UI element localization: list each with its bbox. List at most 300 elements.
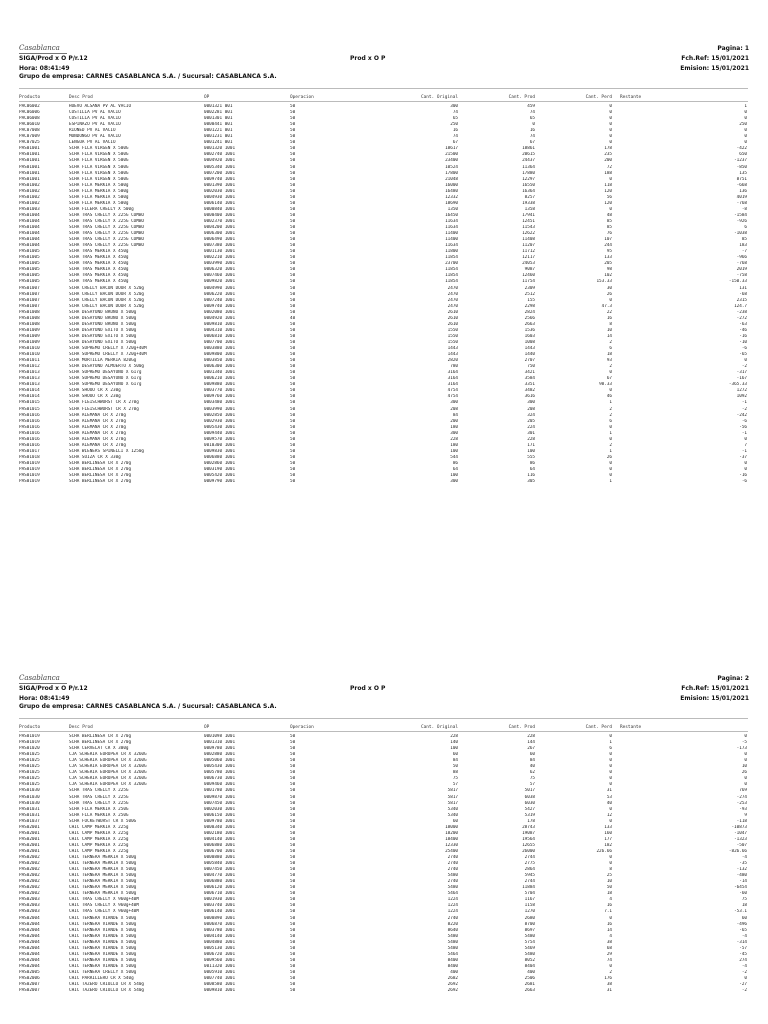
restante-cell: -93 — [739, 806, 747, 812]
restante-cell: 136 — [739, 188, 747, 194]
cant-perd-cell: 0 — [609, 128, 612, 134]
desc-prod-cell: SCHA FOCKETWURST CR X 500G — [69, 818, 137, 824]
cant-prod-cell: 1167 — [524, 897, 535, 903]
cant-original-cell: 2682 — [447, 976, 458, 981]
operacion-cell: 50 — [290, 303, 296, 309]
cant-prod-cell: 1443 — [524, 346, 535, 351]
cant-prod-cell: 5945 — [524, 873, 535, 879]
desc-prod-cell: RIONED PV AL VACIO — [69, 128, 116, 134]
op-cell: 0004880 1001 — [204, 939, 236, 945]
cant-original-cell: 11400 — [445, 237, 458, 243]
cant-original-cell: 11854 — [445, 279, 458, 285]
producto-cell: PAS01030 — [19, 788, 40, 794]
producto-cell: PAS01019 — [19, 740, 40, 746]
cant-original-cell: 5480 — [447, 885, 458, 891]
col-desc-prod: Desc Prod — [69, 725, 93, 730]
cant-original-cell: 2470 — [447, 297, 458, 303]
producto-cell: PAS02004 — [19, 921, 40, 927]
operacion-cell: 50 — [290, 430, 296, 436]
op-cell: 0002860 1001 — [204, 460, 236, 466]
column-rule — [19, 731, 748, 732]
op-cell: 0006700 1001 — [204, 848, 236, 854]
producto-cell: PAC06008 — [19, 116, 40, 122]
table-row — [0, 988, 768, 994]
operacion-cell: 50 — [290, 406, 296, 412]
cant-original-cell: 60 — [452, 752, 458, 758]
cant-original-cell: 11400 — [445, 231, 458, 237]
op-cell: 0002030 1001 — [204, 806, 236, 812]
restante-cell: 0 — [744, 140, 747, 146]
cant-original-cell: 75 — [452, 776, 458, 782]
operacion-cell: 50 — [290, 291, 296, 297]
producto-cell: PAS01004 — [19, 231, 40, 237]
operacion-cell: 50 — [290, 812, 296, 818]
cant-perd-cell: 6 — [609, 418, 612, 424]
cant-original-cell: 1350 — [447, 206, 458, 212]
cant-perd-cell: 4 — [609, 897, 612, 903]
cant-perd-cell: 95 — [606, 249, 612, 255]
desc-prod-cell: SCHA TRAS MERKIA X 450g — [69, 255, 129, 261]
desc-prod-cell: COSTILLA PV AL VACIO — [69, 110, 121, 116]
report-time: Hora: 08:41:49 — [19, 695, 70, 702]
cant-original-cell: 5480 — [447, 945, 458, 951]
cant-prod-cell: 750 — [527, 364, 535, 370]
restante-cell: -272 — [736, 315, 747, 321]
cant-original-cell: 5480 — [447, 873, 458, 879]
cant-original-cell: 84 — [452, 412, 458, 418]
cant-prod-cell: 300 — [527, 400, 535, 406]
cant-perd-cell: 46 — [606, 394, 612, 400]
restante-cell: -46 — [739, 327, 747, 333]
producto-cell: PAS01008 — [19, 309, 40, 315]
cant-prod-cell: 24053 — [522, 261, 535, 267]
desc-prod-cell: SCHA DESAYUNO BRUNO X 500g — [69, 309, 137, 315]
operacion-cell: 50 — [290, 418, 296, 424]
desc-prod-cell: SCHA TRAS CRELLY X 225G COMBO — [69, 231, 145, 237]
op-cell: 0005840 1001 — [204, 861, 236, 867]
desc-prod-cell: SCHA ALEMANA CR X 270g — [69, 424, 126, 430]
cant-perd-cell: 4 — [609, 933, 612, 939]
producto-cell: PAS02001 — [19, 836, 40, 842]
op-cell: 0006300 1001 — [204, 231, 236, 237]
restante-cell: 18 — [741, 903, 747, 909]
cant-original-cell: 5817 — [447, 800, 458, 806]
restante-cell: -5 — [741, 740, 747, 746]
restante-cell: 0 — [744, 752, 747, 758]
col-restante: Restante — [620, 95, 642, 100]
logo-underline — [19, 683, 67, 684]
col-desc-prod: Desc Prod — [69, 95, 93, 100]
desc-prod-cell: CHIC TERNERA VIANDE X 500g — [69, 933, 137, 939]
producto-cell: PAS01012 — [19, 364, 40, 370]
operacion-cell: 50 — [290, 752, 296, 758]
desc-prod-cell: SCHA WIENERS SPINELLI X 1250g — [69, 448, 145, 454]
op-cell: 0004140 1001 — [204, 836, 236, 842]
cant-perd-cell: 244 — [604, 243, 612, 249]
cant-prod-cell: 65 — [529, 116, 535, 122]
cant-prod-cell: 1440 — [524, 352, 535, 358]
cant-perd-cell: 38 — [606, 982, 612, 988]
cant-original-cell: 228 — [450, 436, 458, 442]
operacion-cell: 50 — [290, 969, 296, 975]
restante-cell: -45 — [739, 951, 747, 957]
op-cell: 0001301 001 — [204, 116, 233, 122]
cant-perd-cell: 31 — [606, 788, 612, 794]
operacion-cell: 50 — [290, 327, 296, 333]
producto-cell: PAS02004 — [19, 963, 40, 969]
operacion-cell: 50 — [290, 170, 296, 176]
op-cell: 0006120 1001 — [204, 885, 236, 891]
company-logo: Casablanca — [19, 674, 60, 682]
cant-perd-cell: 0 — [609, 388, 612, 394]
op-cell: 0006140 1001 — [204, 200, 236, 206]
cant-prod-cell: 224 — [527, 424, 535, 430]
desc-prod-cell: SCHA FLLA MERKIA X 500g — [69, 188, 129, 194]
cant-original-cell: 11634 — [445, 225, 458, 230]
cant-prod-cell: 1008 — [524, 339, 535, 345]
cant-original-cell: 11634 — [445, 243, 458, 249]
cant-original-cell: 88 — [452, 770, 458, 776]
desc-prod-cell: CHIC TERNERA VIANDE X 500g — [69, 927, 137, 933]
cant-perd-cell: 18 — [606, 891, 612, 897]
cant-prod-cell: 555 — [527, 454, 535, 460]
operacion-cell: 50 — [290, 448, 296, 454]
op-cell: 0003480 1001 — [204, 400, 236, 406]
op-cell: 0003880 1001 — [204, 346, 236, 351]
operacion-cell: 50 — [290, 116, 296, 122]
producto-cell: PAS01020 — [19, 746, 40, 752]
cant-original-cell: 21048 — [445, 176, 458, 182]
desc-prod-cell: SCHA FLLA MERKIA X 500g — [69, 194, 129, 200]
restante-cell: 85 — [741, 237, 747, 243]
report-id: SIGA/Prod x O P/r.12 — [19, 55, 88, 62]
cant-original-cell: 1224 — [447, 897, 458, 903]
cant-original-cell: 2470 — [447, 303, 458, 309]
producto-cell: PAS02004 — [19, 957, 40, 963]
cant-prod-cell: 20615 — [522, 152, 535, 158]
cant-original-cell: 208 — [450, 406, 458, 412]
op-cell: 0006150 1001 — [204, 812, 236, 818]
producto-cell: PAS02002 — [19, 873, 40, 879]
cant-prod-cell: 75 — [529, 776, 535, 782]
producto-cell: PAS01002 — [19, 200, 40, 206]
operacion-cell: 50 — [290, 273, 296, 279]
cant-prod-cell: 26000 — [522, 848, 535, 854]
restante-cell: 1272 — [736, 388, 747, 394]
cant-original-cell: 5340 — [447, 806, 458, 812]
operacion-cell: 50 — [290, 824, 296, 830]
producto-cell: PAC06010 — [19, 122, 40, 128]
operacion-cell: 50 — [290, 794, 296, 800]
operacion-cell: 50 — [290, 800, 296, 806]
cant-original-cell: 5464 — [447, 951, 458, 957]
cant-prod-cell: 305 — [527, 479, 535, 485]
producto-cell: PAS01016 — [19, 424, 40, 430]
restante-cell: 0 — [744, 460, 747, 466]
restante-cell: -68 — [739, 291, 747, 297]
cant-prod-cell: 17880 — [522, 170, 535, 176]
producto-cell: PAS01018 — [19, 454, 40, 460]
cant-prod-cell: 171 — [527, 442, 535, 448]
page-number: Pagina: 1 — [717, 45, 749, 52]
operacion-cell: 50 — [290, 867, 296, 873]
cant-original-cell: 5817 — [447, 794, 458, 800]
cant-original-cell: 100 — [450, 448, 458, 454]
cant-original-cell: 300 — [450, 104, 458, 109]
cant-original-cell: 2820 — [447, 358, 458, 364]
cant-prod-cell: 8257 — [524, 194, 535, 200]
op-cell: 0007200 1001 — [204, 170, 236, 176]
operacion-cell: 50 — [290, 945, 296, 951]
cant-original-cell: 1550 — [447, 333, 458, 339]
cant-prod-cell: 2824 — [524, 309, 535, 315]
op-cell: 0001340 1001 — [204, 370, 236, 376]
operacion-cell: 50 — [290, 818, 296, 824]
cant-perd-cell: 188 — [604, 170, 612, 176]
cant-perd-cell: 40 — [606, 800, 612, 806]
op-cell: 0006880 1001 — [204, 842, 236, 848]
restante-cell: -173 — [736, 746, 747, 752]
desc-prod-cell: SCHA TRAS CRELLY X 225G COMBO — [69, 218, 145, 224]
cant-perd-cell: 16 — [606, 903, 612, 909]
desc-prod-cell: SCHA BERLINESA CR X 270g — [69, 467, 132, 472]
op-cell: 0006880 1001 — [204, 879, 236, 885]
producto-cell: PAS01008 — [19, 315, 40, 321]
cant-original-cell: 16480 — [445, 188, 458, 194]
op-cell: 0002210 1001 — [204, 255, 236, 261]
operacion-cell: 50 — [290, 988, 296, 994]
desc-prod-cell: CHIC TERNERA MERKIA X 500g — [69, 891, 137, 897]
cant-prod-cell: 1536 — [524, 327, 535, 333]
restante-cell: 250 — [739, 122, 747, 128]
restante-cell: 8751 — [736, 176, 747, 182]
restante-cell: -4 — [741, 933, 747, 939]
cant-prod-cell: 5469 — [524, 945, 535, 951]
cant-original-cell: 300 — [450, 400, 458, 406]
operacion-cell: 50 — [290, 134, 296, 140]
restante-cell: -2 — [741, 406, 747, 412]
cant-prod-cell: 324 — [527, 412, 535, 418]
cant-prod-cell: 178 — [527, 818, 535, 824]
column-header-row — [0, 94, 768, 101]
desc-prod-cell: SCHA TRAS CRELLY X 225G COMBO — [69, 243, 145, 249]
producto-cell: PAS01015 — [19, 400, 40, 406]
op-cell: 0006880 1001 — [204, 454, 236, 460]
cant-prod-cell: 74 — [529, 134, 535, 140]
cant-original-cell: 18690 — [445, 200, 458, 206]
restante-cell: -53.1 — [734, 909, 747, 915]
restante-cell: -1038 — [734, 231, 747, 237]
operacion-cell: 50 — [290, 836, 296, 842]
restante-cell: -2 — [741, 364, 747, 370]
cant-perd-cell: 133 — [604, 824, 612, 830]
cant-prod-cell: 19338 — [522, 200, 535, 206]
cant-prod-cell: 19564 — [522, 836, 535, 842]
desc-prod-cell: SCHA CRELLY BACON DOOR X 520g — [69, 297, 145, 303]
op-cell: 0009810 1001 — [204, 321, 236, 327]
producto-cell: PAS01013 — [19, 376, 40, 382]
cant-original-cell: 8400 — [447, 963, 458, 969]
operacion-cell: 50 — [290, 394, 296, 400]
company-group: Grupo de empresa: CARNES CASABLANCA S.A. / Sucursal: CASABLANCA S.A. — [19, 703, 277, 710]
operacion-cell: 50 — [290, 776, 296, 782]
producto-cell: PAS01025 — [19, 776, 40, 782]
desc-prod-cell: SCHA SUPREMO CRELLY X 720g+40M — [69, 352, 147, 358]
op-cell: 0005430 1001 — [204, 424, 236, 430]
cant-original-cell: 3164 — [447, 370, 458, 376]
operacion-cell: 50 — [290, 454, 296, 460]
cant-original-cell: 18200 — [445, 830, 458, 836]
cant-perd-cell: 176 — [604, 976, 612, 981]
restante-cell: -238 — [736, 309, 747, 315]
operacion-cell: 50 — [290, 412, 296, 418]
col-cant-original: Cant. Original — [420, 725, 458, 730]
op-cell: 0009440 1001 — [204, 430, 236, 436]
desc-prod-cell: CHIC TERNERA MERKIA X 500g — [69, 861, 137, 867]
cant-perd-cell: 0 — [609, 855, 612, 860]
op-cell: 0002850 1001 — [204, 412, 236, 418]
cant-prod-cell: 74 — [529, 110, 535, 116]
desc-prod-cell: SCHA FLLA VIRGEN X 500G — [69, 164, 129, 170]
desc-prod-cell: SCHA SUPREMO DESAYUNO X 617g — [69, 370, 142, 376]
cant-prod-cell: 3616 — [524, 394, 535, 400]
restante-cell: 131 — [739, 285, 747, 291]
operacion-cell: 50 — [290, 339, 296, 345]
restante-cell: -1584 — [734, 212, 747, 218]
cant-prod-cell: 2506 — [524, 976, 535, 981]
desc-prod-cell: CHIC TRAS CRELLY X 960g+40M — [69, 909, 139, 915]
operacion-cell: 50 — [290, 152, 296, 158]
desc-prod-cell: CHIC TERNERA MERKIA X 500g — [69, 873, 137, 879]
producto-cell: PAS01011 — [19, 358, 40, 364]
operacion-cell: 40 — [290, 315, 296, 321]
desc-prod-cell: SCHA MORTILLA MERKIA 820Gg — [69, 358, 137, 364]
restante-cell: -1 — [741, 430, 747, 436]
restante-cell: -118 — [736, 818, 747, 824]
desc-prod-cell: CHIC TRAS CRELLY X 960g+40M — [69, 903, 139, 909]
op-cell: 0009810 1001 — [204, 988, 236, 994]
restante-cell: -2 — [741, 969, 747, 975]
cant-perd-cell: 29 — [606, 951, 612, 957]
desc-prod-cell: SCHA BERLINESA CR X 270g — [69, 740, 132, 746]
cant-original-cell: 17800 — [445, 170, 458, 176]
desc-prod-cell: CHIC TERNERA VIANDE X 500g — [69, 957, 137, 963]
cant-perd-cell: 0 — [609, 424, 612, 430]
desc-prod-cell: CHIC CAMP MERKIA X 225g — [69, 848, 129, 854]
desc-prod-cell: SCHA FLLA MERKIA X 500g — [69, 182, 129, 188]
op-cell: 0001321 001 — [204, 104, 233, 109]
op-cell: 0003190 1001 — [204, 467, 236, 472]
restante-cell: -4 — [741, 855, 747, 860]
reference-date: Fch.Ref: 15/01/2021 — [681, 685, 749, 692]
desc-prod-cell: SCHA CRELLY BACON DOOR X 520g — [69, 285, 145, 291]
restante-cell: -768 — [736, 261, 747, 267]
desc-prod-cell: SCHA FLLA MERKIA X 500g — [69, 200, 129, 206]
producto-cell: PAS01004 — [19, 218, 40, 224]
cant-original-cell: 180 — [450, 442, 458, 448]
report-title: Prod x O P — [350, 55, 386, 62]
cant-original-cell: 2470 — [447, 285, 458, 291]
desc-prod-cell: CHIC TERNERA MERKIA X 500g — [69, 885, 137, 891]
restante-cell: -57 — [739, 945, 747, 951]
cant-perd-cell: 76 — [606, 231, 612, 237]
page-number: Pagina: 2 — [717, 675, 749, 682]
producto-cell: PAS01004 — [19, 243, 40, 249]
producto-cell: PAS01009 — [19, 339, 40, 345]
cant-original-cell: 8640 — [447, 927, 458, 933]
desc-prod-cell: SCHA TRAS CRELLY X 225G COMBO — [69, 225, 145, 230]
operacion-cell: 50 — [290, 237, 296, 243]
desc-prod-cell: SCHA TRAS MERKIA X 450g — [69, 279, 129, 285]
producto-cell: PAS01002 — [19, 182, 40, 188]
cant-prod-cell: 2309 — [524, 285, 535, 291]
restante-cell: -317 — [736, 370, 747, 376]
op-cell: 0000890 1001 — [204, 915, 236, 921]
col-cant-perd: Cant. Perd — [585, 95, 612, 100]
restante-cell: -480 — [736, 873, 747, 879]
cant-perd-cell: 47.3 — [601, 303, 612, 309]
restante-cell: -966 — [736, 255, 747, 261]
operacion-cell: 50 — [290, 140, 296, 146]
cant-perd-cell: 118 — [604, 182, 612, 188]
cant-prod-cell: 208 — [527, 406, 535, 412]
desc-prod-cell: CHIC TERNERA VIANDE X 500g — [69, 921, 137, 927]
producto-cell: PAS02003 — [19, 903, 40, 909]
operacion-cell: 50 — [290, 933, 296, 939]
operacion-cell: 50 — [290, 194, 296, 200]
cant-perd-cell: 102 — [604, 273, 612, 279]
restante-cell: -422 — [736, 146, 747, 152]
cant-perd-cell: 26 — [606, 454, 612, 460]
desc-prod-cell: SCHA DESAYUNO ALMUERTO X 500g — [69, 364, 145, 370]
operacion-cell: 50 — [290, 442, 296, 448]
restante-cell: -60 — [739, 891, 747, 897]
desc-prod-cell: CJA SCHERIA EUROPEA CR X 3260G — [69, 782, 147, 788]
operacion-cell: 50 — [290, 467, 296, 472]
op-cell: 0007740 1001 — [204, 976, 236, 981]
op-cell: 0000400 1001 — [204, 212, 236, 218]
desc-prod-cell: CHIC TERNERA MERKIA X 500g — [69, 879, 137, 885]
col-cant-perd: Cant. Perd — [585, 725, 612, 730]
cant-original-cell: 4754 — [447, 388, 458, 394]
op-cell: 0009830 1001 — [204, 448, 236, 454]
op-cell: 0003740 1001 — [204, 903, 236, 909]
cant-prod-cell: 228 — [527, 734, 535, 739]
col-producto: Producto — [19, 95, 41, 100]
restante-cell: 274 — [739, 957, 747, 963]
cant-perd-cell: 0 — [609, 134, 612, 140]
report-page-2 — [0, 630, 768, 1024]
cant-prod-cell: 8052 — [524, 957, 535, 963]
producto-cell: PAS02002 — [19, 855, 40, 860]
operacion-cell: 50 — [290, 188, 296, 194]
cant-original-cell: 400 — [450, 969, 458, 975]
desc-prod-cell: CJA SCHERIA EUROPEA CR X 3260G — [69, 752, 147, 758]
producto-cell: PAS02004 — [19, 933, 40, 939]
cant-prod-cell: 6038 — [524, 794, 535, 800]
operacion-cell: 50 — [290, 218, 296, 224]
desc-prod-cell: CHIC TAZERO CRIOLLO CR X 540g — [69, 988, 145, 994]
cant-original-cell: 300 — [450, 430, 458, 436]
op-cell: 0006870 1001 — [204, 921, 236, 927]
cant-perd-cell: 68 — [606, 945, 612, 951]
cant-original-cell: 3164 — [447, 376, 458, 382]
cant-prod-cell: 11884 — [522, 885, 535, 891]
restante-cell: 1 — [744, 104, 747, 109]
operacion-cell: 50 — [290, 424, 296, 430]
cant-original-cell: 2740 — [447, 867, 458, 873]
cant-perd-cell: 120 — [604, 200, 612, 206]
